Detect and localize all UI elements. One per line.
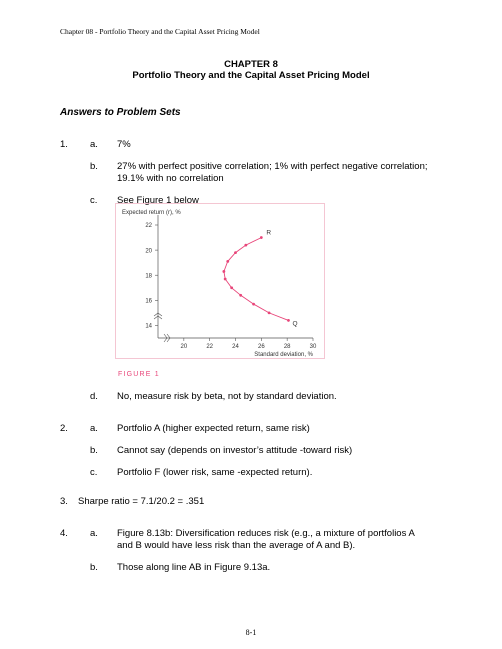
answer-text: No, measure risk by beta, not by standard deviation. — [117, 391, 337, 402]
annotation-label: R — [266, 229, 272, 237]
data-point — [252, 303, 255, 306]
answer-text: Those along line AB in Figure 9.13a. — [117, 562, 271, 573]
data-point — [244, 244, 247, 247]
part-label: c. — [90, 195, 98, 206]
chapter-subtitle: Portfolio Theory and the Capital Asset Pricing Model — [132, 70, 370, 81]
answer-text: See Figure 1 below — [117, 195, 199, 206]
y-tick-label: 14 — [145, 323, 152, 330]
question-number: 3. — [60, 496, 68, 507]
data-point — [287, 319, 290, 322]
chart-svg — [115, 203, 325, 359]
answer-text-line: and B would have less risk than the average of A and B). — [117, 540, 356, 551]
y-tick-label: 22 — [145, 223, 152, 230]
x-tick-label: 22 — [206, 344, 214, 350]
x-tick-label: 24 — [232, 344, 239, 350]
data-point — [222, 270, 225, 273]
data-point — [268, 311, 271, 314]
running-header: Chapter 08 - Portfolio Theory and the Capital Asset Pricing Model — [60, 27, 260, 36]
frontier-line — [224, 238, 289, 321]
answer-text: 7% — [117, 139, 131, 150]
data-point — [226, 260, 229, 263]
answer-text: Portfolio F (lower risk, same ‑expected return). — [117, 467, 313, 478]
data-point — [234, 251, 237, 254]
question-number: 4. — [60, 528, 68, 539]
part-label: a. — [90, 423, 98, 434]
part-label: a. — [90, 139, 98, 150]
question-number: 1. — [60, 139, 68, 150]
answer-text: Portfolio A (higher expected return, same risk) — [117, 423, 310, 434]
figure-1-chart — [115, 203, 325, 359]
y-tick-label: 16 — [145, 298, 152, 305]
answer-text: Cannot say (depends on investor’s attitude ‑toward risk) — [117, 445, 353, 456]
answer-text-line: Figure 8.13b: Diversification reduces risk (e.g., a mixture of portfolios A — [117, 528, 415, 539]
question-number: 2. — [60, 423, 68, 434]
annotation-label: Q — [292, 320, 298, 328]
section-heading: Answers to Problem Sets — [60, 107, 181, 118]
page-number: 8-1 — [245, 628, 257, 637]
x-tick-label: 20 — [180, 344, 188, 350]
data-point — [260, 236, 263, 239]
part-label: b. — [90, 445, 98, 456]
data-point — [224, 278, 227, 281]
y-tick-label: 20 — [145, 248, 152, 255]
answer-text-line: 27% with perfect positive correlation; 1% with perfect negative correlation; — [117, 161, 428, 172]
y-axis-label: Expected return (r), % — [122, 210, 181, 216]
data-point — [230, 286, 233, 289]
answer-text-line: 19.1% with no correlation — [117, 173, 224, 184]
data-point — [239, 294, 242, 297]
x-tick-label: 30 — [309, 344, 317, 350]
figure-label: FIGURE 1 — [118, 371, 160, 378]
part-label: c. — [90, 467, 98, 478]
x-tick-label: 26 — [257, 344, 265, 350]
part-label: b. — [90, 161, 98, 172]
part-label: b. — [90, 562, 98, 573]
part-label: d. — [90, 391, 98, 402]
part-label: a. — [90, 528, 98, 539]
x-tick-label: 28 — [283, 344, 291, 350]
chapter-title: CHAPTER 8 — [224, 59, 278, 70]
y-tick-label: 18 — [145, 273, 152, 280]
x-axis-label: Standard deviation, % — [254, 352, 313, 358]
answer-text: Sharpe ratio = 7.1/20.2 = .351 — [78, 496, 205, 507]
